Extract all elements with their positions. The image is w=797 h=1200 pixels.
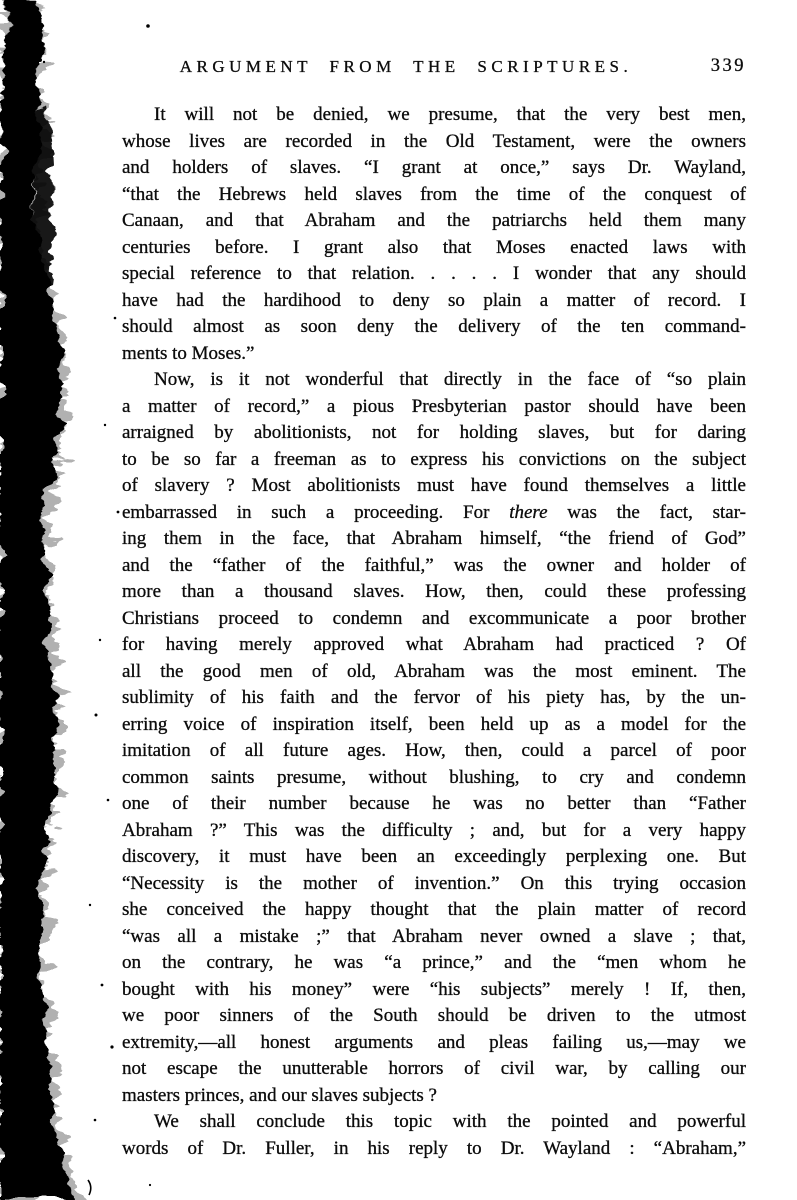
text-line: It will not be denied, we presume, that the very best men, bbox=[154, 104, 746, 125]
text-line: to be so far a freeman as to express his convictions on the subject bbox=[122, 448, 746, 470]
page-header bbox=[122, 57, 746, 83]
text-line: “Necessity is the mother of invention.” On this trying occasion bbox=[122, 872, 746, 894]
text-line: she conceived the happy thought that the plain matter of record bbox=[122, 899, 746, 920]
text-line: Now, is it not wonderful that directly in the face of “so plain bbox=[154, 369, 746, 390]
text-line: and the “father of the faithful,” was the owner and holder of bbox=[122, 554, 746, 576]
text-line: common saints presume, without blushing, to cry and condemn bbox=[122, 766, 746, 788]
text-line: not escape the unutterable horrors of civil war, by calling our bbox=[122, 1058, 746, 1079]
text-line: “was all a mistake ;” that Abraham never owned a slave ; that, bbox=[122, 925, 746, 947]
text-line: imitation of all future ages. How, then, could a parcel of poor bbox=[122, 740, 746, 761]
text-line: “that the Hebrews held slaves from the time of the conquest of bbox=[122, 183, 746, 205]
text-line: discovery, it must have been an exceedingly perplexing one. But bbox=[122, 846, 746, 867]
text-block bbox=[122, 102, 746, 1162]
text-line: on the contrary, he was “a prince,” and the “men whom he bbox=[122, 952, 746, 973]
text-line: we poor sinners of the South should be driven to the utmost bbox=[122, 1005, 746, 1026]
text-line: erring voice of inspiration itself, been held up as a model for the bbox=[122, 713, 746, 735]
text-line: Canaan, and that Abraham and the patriarchs held them many bbox=[122, 210, 746, 231]
text-line: whose lives are recorded in the Old Testament, were the owners bbox=[122, 130, 746, 152]
text-line: ing them in the face, that Abraham himself, “the friend of God” bbox=[122, 528, 746, 549]
text-line: masters princes, and our slaves subjects ? bbox=[122, 1084, 437, 1106]
text-line: Abraham ?” This was the difficulty ; and, but for a very happy bbox=[122, 819, 746, 841]
running-header-title: ARGUMENT FROM THE SCRIPTURES. bbox=[179, 57, 633, 76]
page-number: 339 bbox=[710, 56, 746, 76]
text-line: bought with his money” were “his subjects” merely ! If, then, bbox=[122, 978, 746, 1000]
text-line: have had the hardihood to deny so plain a matter of record. I bbox=[122, 289, 746, 311]
text-line: embarrassed in such a proceeding. For there was the fact, star- bbox=[122, 501, 746, 523]
text-line: ments to Moses.” bbox=[122, 342, 255, 364]
text-line: extremity,—all honest arguments and pleas failing us,—may we bbox=[122, 1031, 746, 1053]
text-line: a matter of record,” a pious Presbyterian pastor should have been bbox=[122, 395, 746, 417]
text-line: special reference to that relation. . . . . I wonder that any should bbox=[122, 263, 746, 284]
text-line: We shall conclude this topic with the pointed and powerful bbox=[154, 1111, 746, 1132]
text-line: and holders of slaves. “I grant at once,” says Dr. Wayland, bbox=[122, 157, 746, 178]
text-line: for having merely approved what Abraham had practiced ? Of bbox=[122, 634, 746, 655]
text-line: arraigned by abolitionists, not for holding slaves, but for daring bbox=[122, 422, 746, 443]
text-line: centuries before. I grant also that Moses enacted laws with bbox=[122, 236, 746, 258]
text-line: all the good men of old, Abraham was the most eminent. The bbox=[122, 660, 746, 682]
text-line: of slavery ? Most abolitionists must have found themselves a little bbox=[122, 475, 746, 496]
text-line: should almost as soon deny the delivery of the ten command- bbox=[122, 316, 746, 337]
text-line: more than a thousand slaves. How, then, could these professing bbox=[122, 581, 746, 602]
text-line: one of their number because he was no better than “Father bbox=[122, 793, 746, 814]
text-line: Christians proceed to condemn and excommunicate a poor brother bbox=[122, 607, 746, 629]
text-line: words of Dr. Fuller, in his reply to Dr. Wayland : “Abraham,” bbox=[122, 1137, 746, 1159]
italic-word: there bbox=[509, 501, 548, 523]
text-line: sublimity of his faith and the fervor of his piety has, by the un- bbox=[122, 687, 746, 708]
